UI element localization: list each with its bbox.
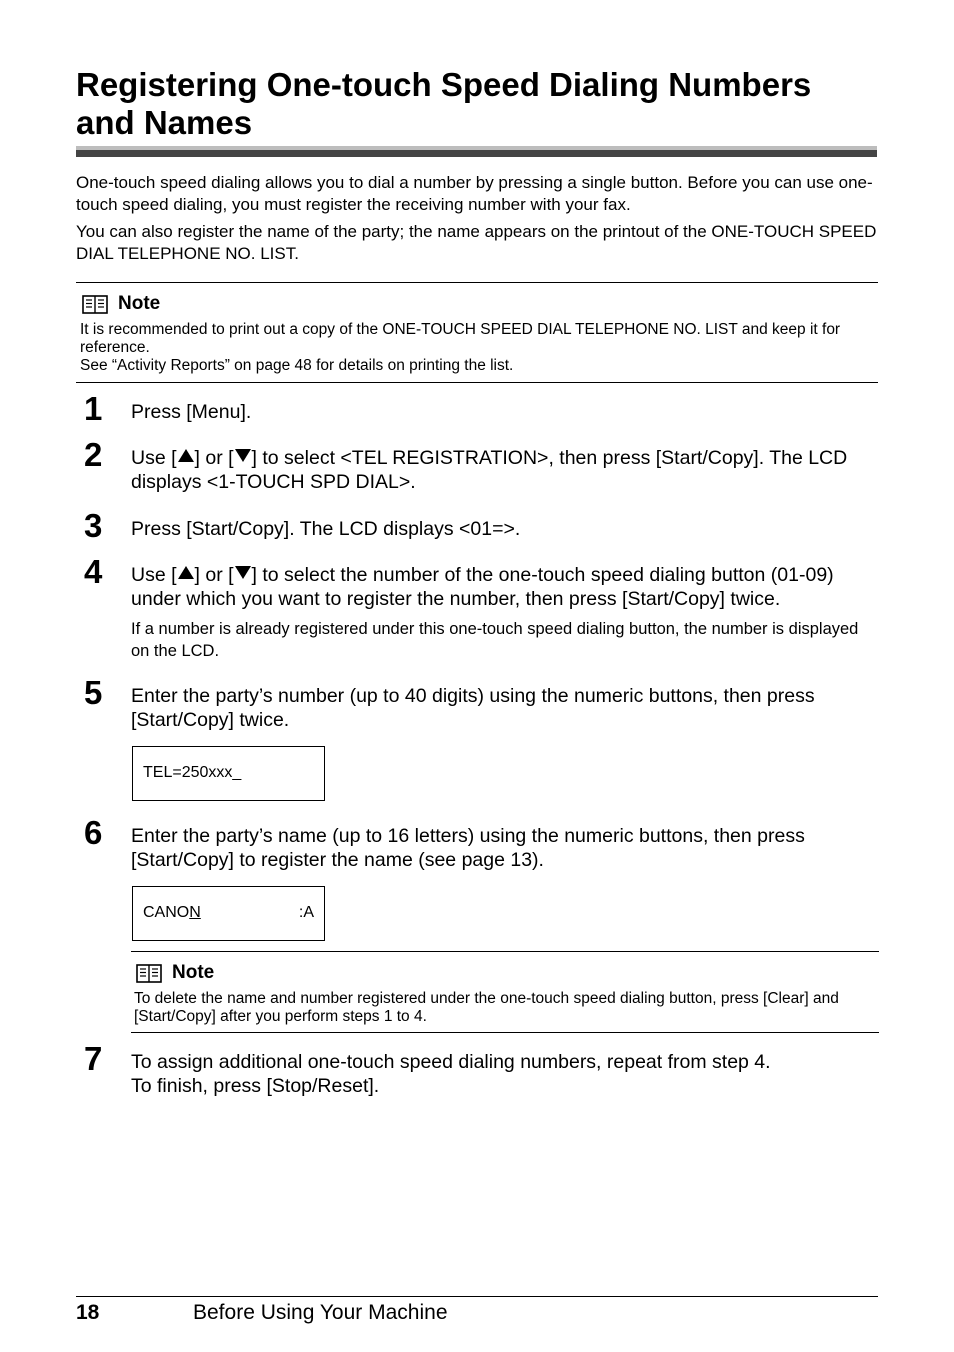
step-text-7-finish: To finish, press [Stop/Reset].: [131, 1075, 380, 1097]
down-arrow-icon: [235, 449, 251, 462]
note-box: [76, 282, 878, 383]
up-arrow-icon: [178, 566, 194, 579]
step-number-6: 6: [84, 814, 103, 851]
step-number-2: 2: [84, 436, 103, 473]
step-text-5: Enter the party’s number (up to 40 digits) using the numeric buttons, then press [Start/Copy] twice.: [131, 685, 815, 731]
intro-paragraph-1: One-touch speed dialing allows you to dial a number by pressing a single button. Before you can use one-touch speed dialing, you must register the receiving number with your fax.: [76, 173, 873, 214]
step-4-subnote: If a number is already registered under this one-touch speed dialing button, the number is displayed on the LCD.: [131, 620, 859, 660]
up-arrow-icon: [178, 449, 194, 462]
step-number-5: 5: [84, 674, 103, 711]
step-text-1: Press [Menu].: [131, 401, 252, 423]
step-text-6: Enter the party’s name (up to 16 letters) using the numeric buttons, then press [Start/Copy] to register the name (see page 13).: [131, 825, 805, 871]
lcd-text: TEL=250xxx_: [143, 764, 242, 781]
note-text-1: It is recommended to print out a copy of the ONE-TOUCH SPEED DIAL TELEPHONE NO. LIST and keep it for reference.: [80, 321, 841, 356]
note-heading: Note: [118, 293, 161, 314]
note-text: To delete the name and number registered under the one-touch speed dialing button, press [Clear] and [Start/Copy] after you perform steps 1 to 4.: [134, 990, 839, 1025]
step-text-3: Press [Start/Copy]. The LCD displays <01=>.: [131, 518, 521, 540]
footer-rule: [76, 1296, 878, 1297]
step-text-4: Use [ ] or [ ] to select the number of the one-touch speed dialing button (01-09) under which you want to register the number, then press [Start/Copy] twice.: [131, 564, 834, 610]
note-box: [131, 951, 879, 1033]
page-number: 18: [76, 1301, 100, 1324]
section-title: Before Using Your Machine: [193, 1301, 448, 1324]
intro-paragraph-2: You can also register the name of the party; the name appears on the printout of the ONE-TOUCH SPEED DIAL TELEPHONE NO. LIST.: [76, 222, 877, 263]
lcd-text: CANON: [143, 904, 201, 921]
step-text-2: Use [ ] or [ ] to select <TEL REGISTRATION>, then press [Start/Copy]. The LCD displays <1-TOUCH SPD DIAL>.: [131, 447, 848, 493]
book-icon: [82, 295, 108, 314]
note-heading: Note: [172, 962, 215, 983]
book-icon: [136, 964, 162, 983]
note-text-2: See “Activity Reports” on page 48 for details on printing the list.: [80, 357, 514, 374]
page-title: Registering One-touch Speed Dialing Numbers and Names: [76, 66, 812, 141]
lcd-cursor: N: [189, 904, 201, 921]
step-number-4: 4: [84, 553, 103, 590]
lcd-display: [132, 746, 325, 801]
lcd-input-mode: :A: [298, 904, 314, 921]
title-rule: [76, 146, 877, 157]
step-text-7: To assign additional one-touch speed dialing numbers, repeat from step 4.: [131, 1051, 771, 1073]
step-number-1: 1: [84, 390, 103, 427]
step-number-7: 7: [84, 1040, 103, 1077]
down-arrow-icon: [235, 566, 251, 579]
lcd-display: [132, 886, 325, 941]
step-number-3: 3: [84, 507, 103, 544]
